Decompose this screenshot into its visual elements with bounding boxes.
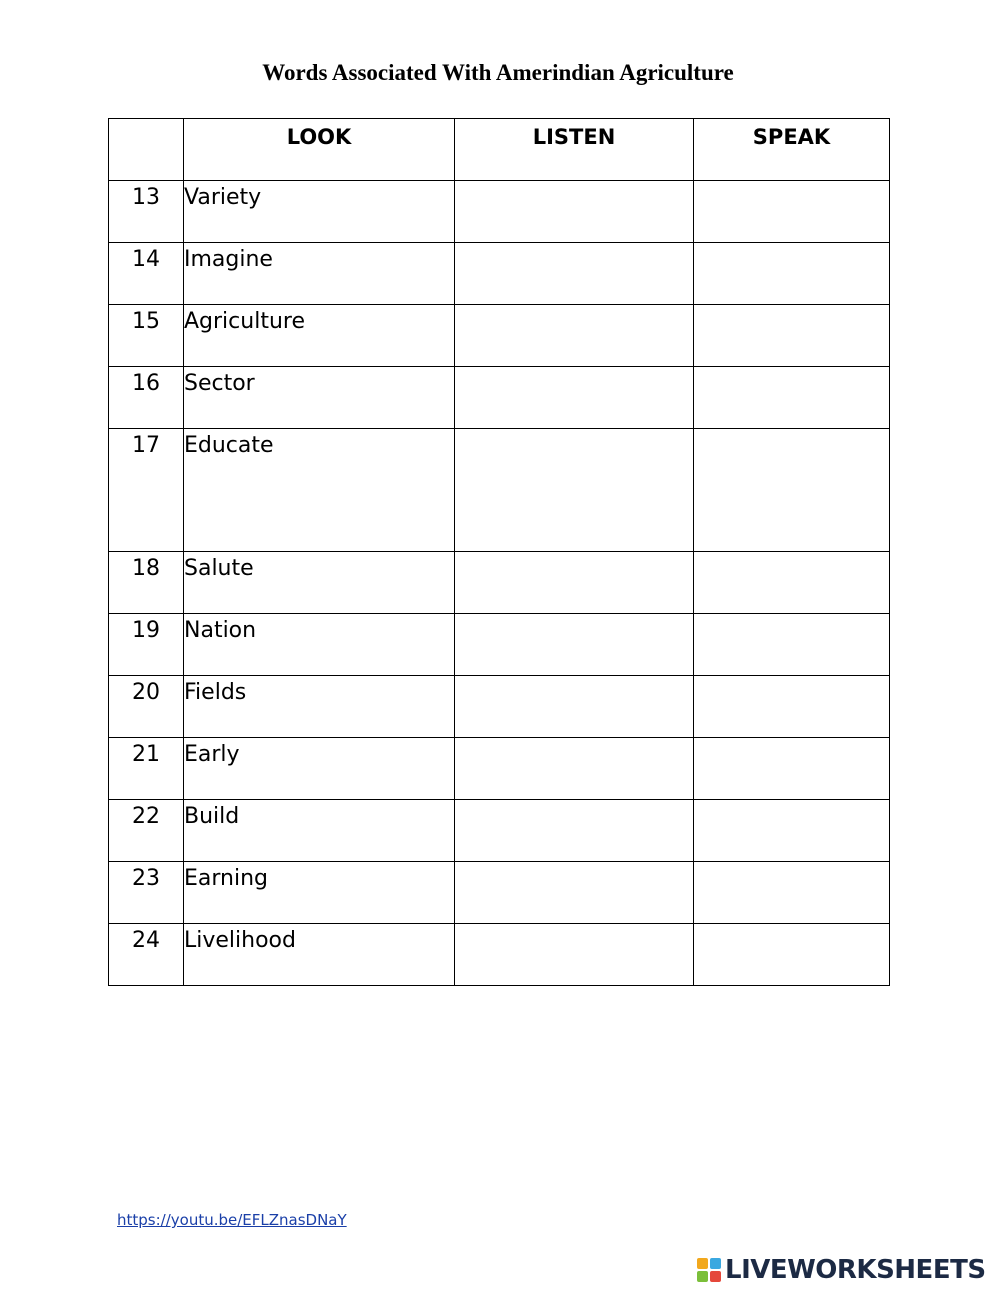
row-number: 22 (109, 800, 184, 862)
speak-cell[interactable] (694, 429, 890, 552)
row-number: 21 (109, 738, 184, 800)
row-number: 19 (109, 614, 184, 676)
row-word: Salute (184, 552, 455, 614)
table-row (109, 924, 890, 986)
speak-cell[interactable] (694, 862, 890, 924)
row-word: Build (184, 800, 455, 862)
table-header-row (109, 119, 890, 181)
header-listen: LISTEN (455, 119, 694, 181)
row-number: 18 (109, 552, 184, 614)
row-word: Fields (184, 676, 455, 738)
speak-cell[interactable] (694, 181, 890, 243)
logo-square (697, 1258, 708, 1269)
row-number: 20 (109, 676, 184, 738)
table-row (109, 862, 890, 924)
liveworksheets-logo-icon (697, 1258, 721, 1282)
table-row (109, 552, 890, 614)
row-number: 23 (109, 862, 184, 924)
listen-cell[interactable] (455, 552, 694, 614)
speak-cell[interactable] (694, 614, 890, 676)
row-word: Variety (184, 181, 455, 243)
speak-cell[interactable] (694, 924, 890, 986)
listen-cell[interactable] (455, 305, 694, 367)
logo-square (697, 1271, 708, 1282)
listen-cell[interactable] (455, 738, 694, 800)
listen-cell[interactable] (455, 924, 694, 986)
table-row (109, 800, 890, 862)
listen-cell[interactable] (455, 614, 694, 676)
row-word: Early (184, 738, 455, 800)
page-title: Words Associated With Amerindian Agriculture (262, 60, 734, 85)
listen-cell[interactable] (455, 243, 694, 305)
logo-square (710, 1258, 721, 1269)
row-word: Sector (184, 367, 455, 429)
speak-cell[interactable] (694, 552, 890, 614)
table-row (109, 429, 890, 552)
listen-cell[interactable] (455, 800, 694, 862)
speak-cell[interactable] (694, 800, 890, 862)
speak-cell[interactable] (694, 738, 890, 800)
table-row (109, 305, 890, 367)
speak-cell[interactable] (694, 367, 890, 429)
vocabulary-table (108, 118, 890, 986)
liveworksheets-brand (697, 1255, 986, 1285)
table-row (109, 181, 890, 243)
logo-square (710, 1271, 721, 1282)
row-number: 14 (109, 243, 184, 305)
youtube-link[interactable]: https://youtu.be/EFLZnasDNaY (117, 1211, 347, 1229)
listen-cell[interactable] (455, 862, 694, 924)
brand-name: LIVEWORKSHEETS (725, 1255, 986, 1285)
row-number: 17 (109, 429, 184, 552)
row-word: Earning (184, 862, 455, 924)
header-speak: SPEAK (694, 119, 890, 181)
header-look: LOOK (184, 119, 455, 181)
listen-cell[interactable] (455, 429, 694, 552)
speak-cell[interactable] (694, 305, 890, 367)
row-number: 16 (109, 367, 184, 429)
table-row (109, 243, 890, 305)
row-word: Agriculture (184, 305, 455, 367)
row-number: 15 (109, 305, 184, 367)
table-row (109, 367, 890, 429)
speak-cell[interactable] (694, 676, 890, 738)
row-number: 13 (109, 181, 184, 243)
table-row (109, 676, 890, 738)
listen-cell[interactable] (455, 367, 694, 429)
row-word: Imagine (184, 243, 455, 305)
listen-cell[interactable] (455, 676, 694, 738)
table-row (109, 738, 890, 800)
row-number: 24 (109, 924, 184, 986)
speak-cell[interactable] (694, 243, 890, 305)
table-row (109, 614, 890, 676)
row-word: Nation (184, 614, 455, 676)
listen-cell[interactable] (455, 181, 694, 243)
header-number (109, 119, 184, 181)
row-word: Livelihood (184, 924, 455, 986)
row-word: Educate (184, 429, 455, 552)
